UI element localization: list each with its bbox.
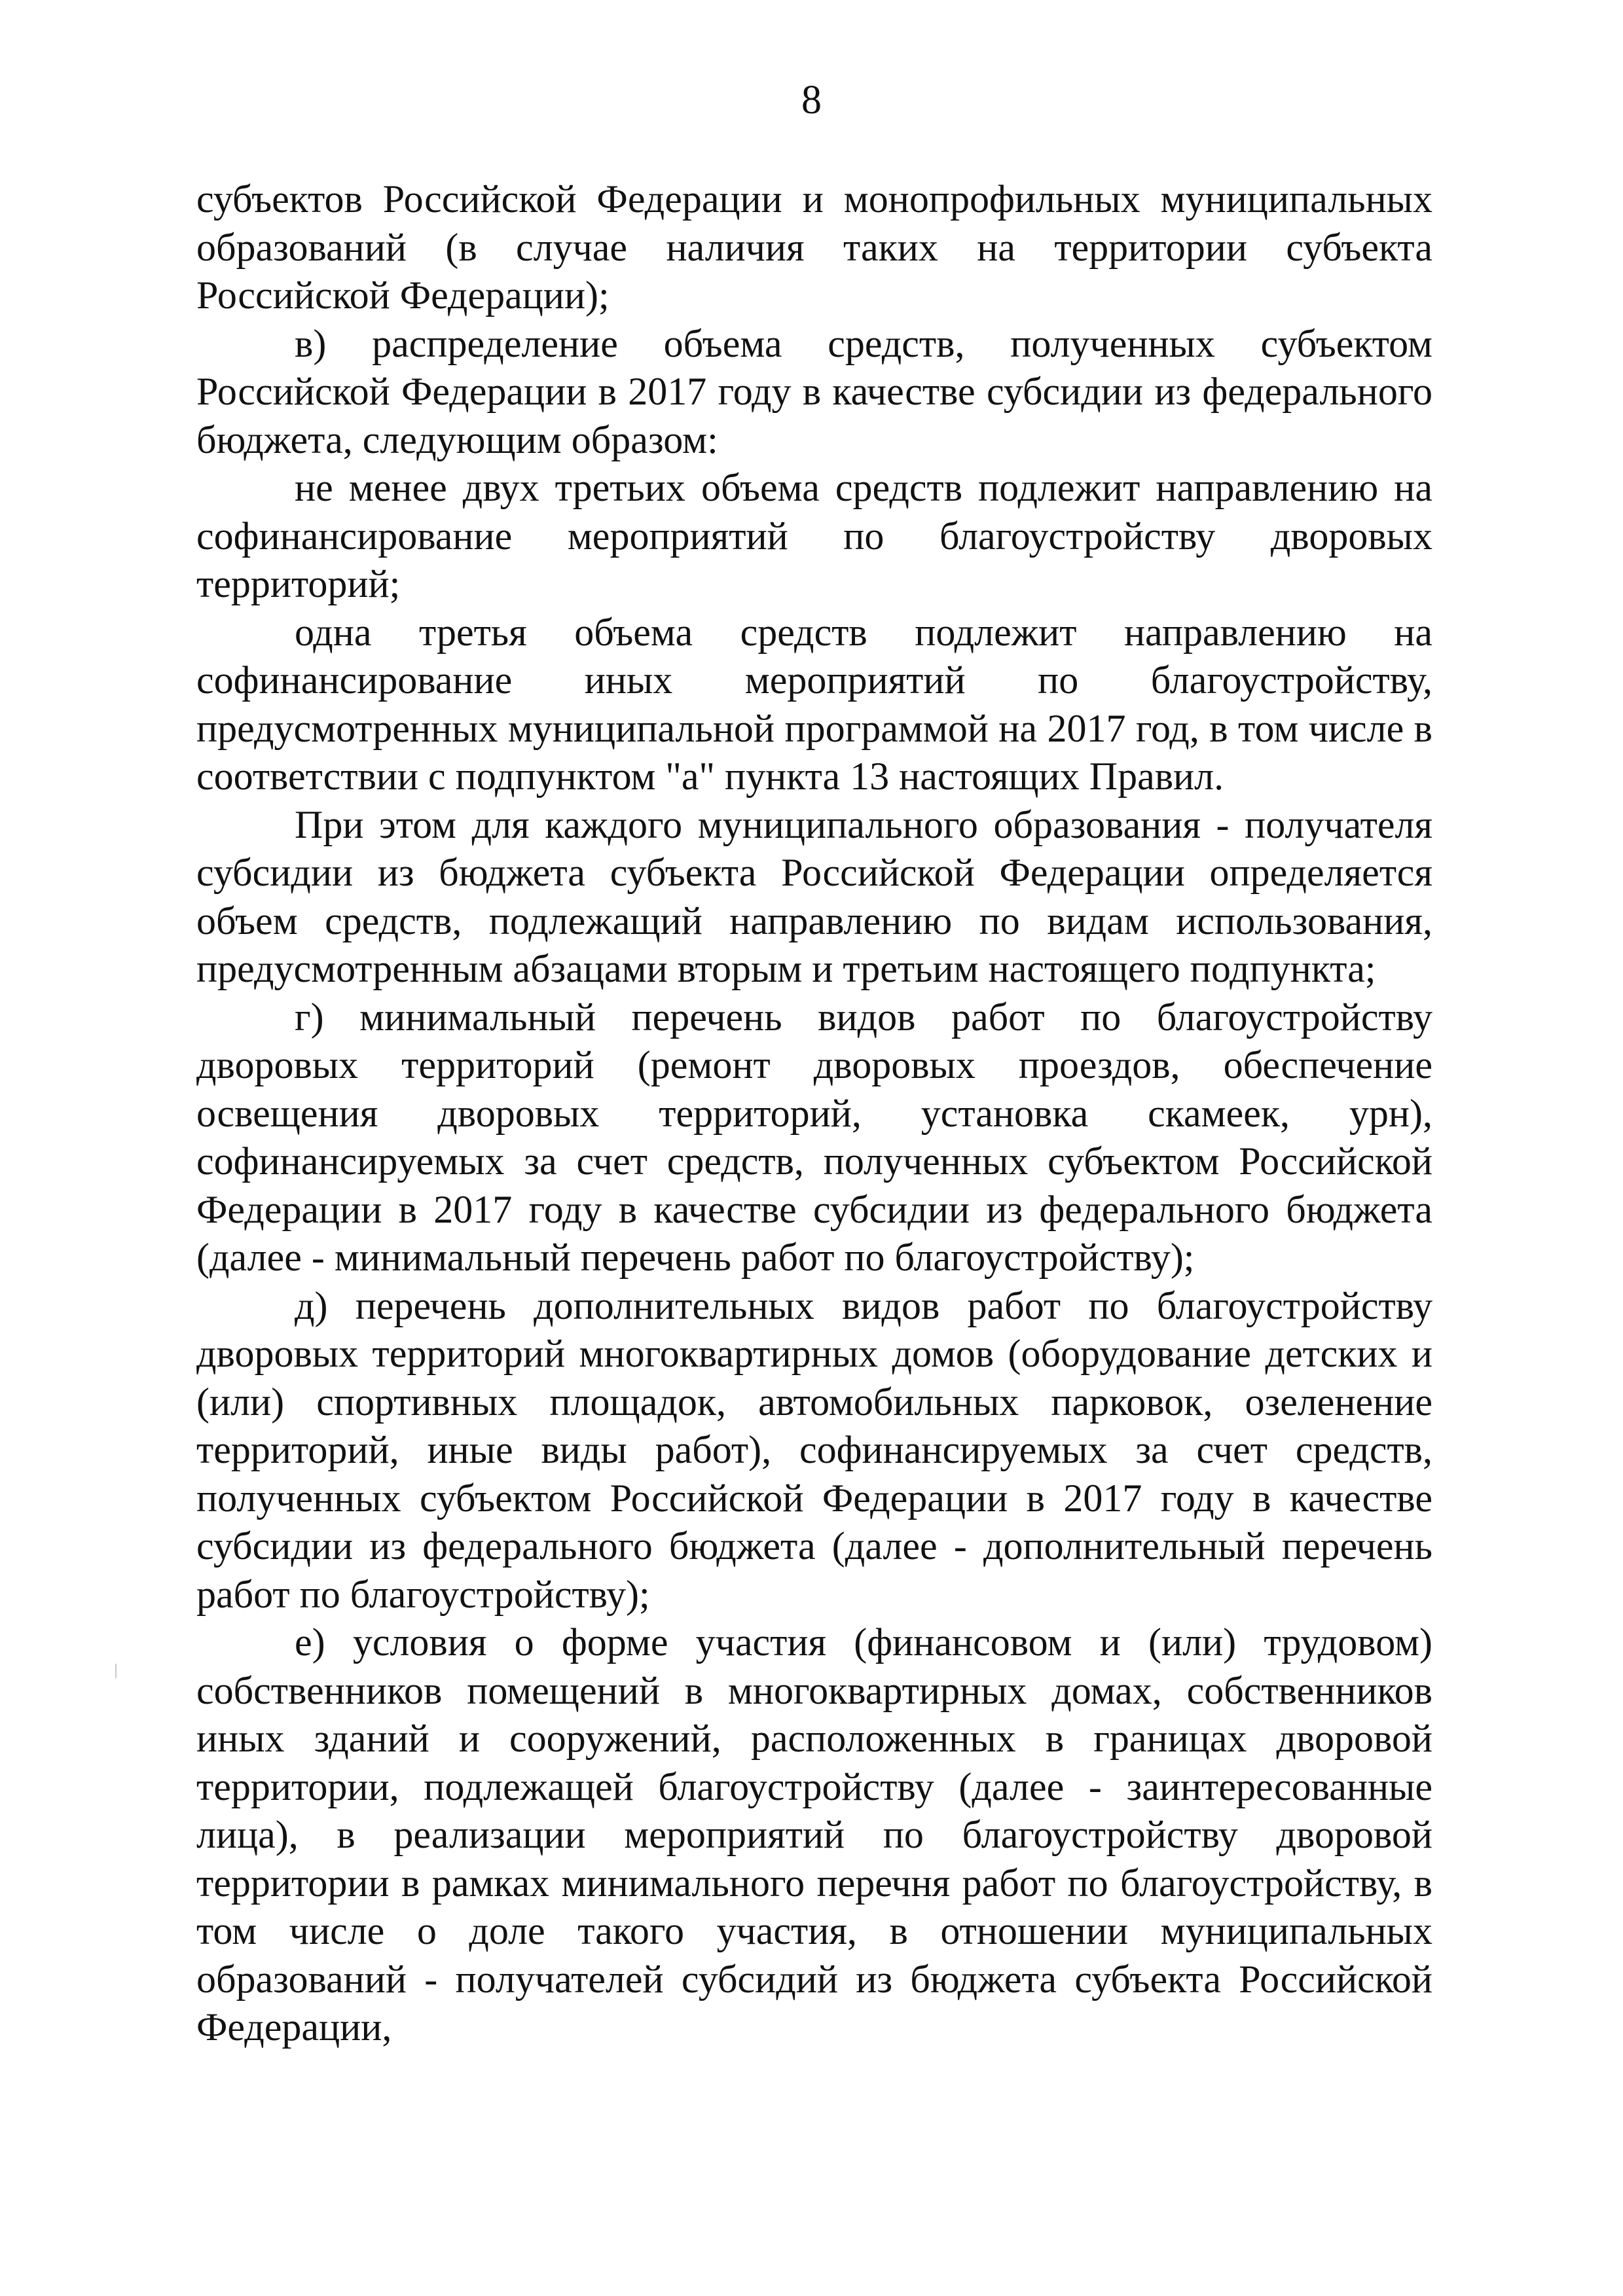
paragraph-item-e: е) условия о форме участия (финансовом и (или) трудовом) собственников помещений в многоквартирных домах, собственников иных зданий и сооружений, расположенных в границах дворовой территории, подлежащей благоустройству (далее - заинтересованные лица), в реализации мероприятий по благоустройству дворовой территории в рамках минимального перечня работ по благоустройству, в том числе о доле такого участия, в отношении муниципальных образований - получателей субсидий из бюджета субъекта Российской Федерации, [196,1621,1432,2049]
paragraph-item-d: д) перечень дополнительных видов работ по благоустройству дворовых территорий многоквартирных домов (оборудование детских и (или) спортивных площадок, автомобильных парковок, озеленение территорий, иные виды работ), софинансируемых за счет средств, полученных субъектом Российской Федерации в 2017 году в качестве субсидии из федерального бюджета (далее - дополнительный перечень работ по благоустройству); [196,1283,1432,1616]
paragraph-two-thirds: не менее двух третьих объема средств подлежит направлению на софинансирование мероприятий по благоустройству дворовых территорий; [196,466,1432,605]
paragraph-continuation: субъектов Российской Федерации и монопрофильных муниципальных образований (в случае наличия таких на территории субъекта Российской Федерации); [196,177,1432,317]
page-number: 8 [801,78,822,122]
document-body [196,175,1432,2052]
margin-mark [115,1664,117,1678]
paragraph-item-g: г) минимальный перечень видов работ по благоустройству дворовых территорий (ремонт дворовых проездов, обеспечение освещения дворовых территорий, установка скамеек, урн), софинансируемых за счет средств, полученных субъектом Российской Федерации в 2017 году в качестве субсидии из федерального бюджета (далее - минимальный перечень работ по благоустройству); [196,995,1432,1279]
paragraph-one-third: одна третья объема средств подлежит направлению на софинансирование иных мероприятий по благоустройству, предусмотренных муниципальной программой на 2017 год, в том числе в соответствии с подпунктом "а" пункта 13 настоящих Правил. [196,610,1432,798]
paragraph-recipient-volume: При этом для каждого муниципального образования - получателя субсидии из бюджета субъекта Российской Федерации определяется объем средств, подлежащий направлению по видам использования, предусмотренным абзацами вторым и третьим настоящего подпункта; [196,802,1432,990]
paragraph-item-v: в) распределение объема средств, полученных субъектом Российской Федерации в 2017 году в качестве субсидии из федерального бюджета, следующим образом: [196,321,1432,461]
